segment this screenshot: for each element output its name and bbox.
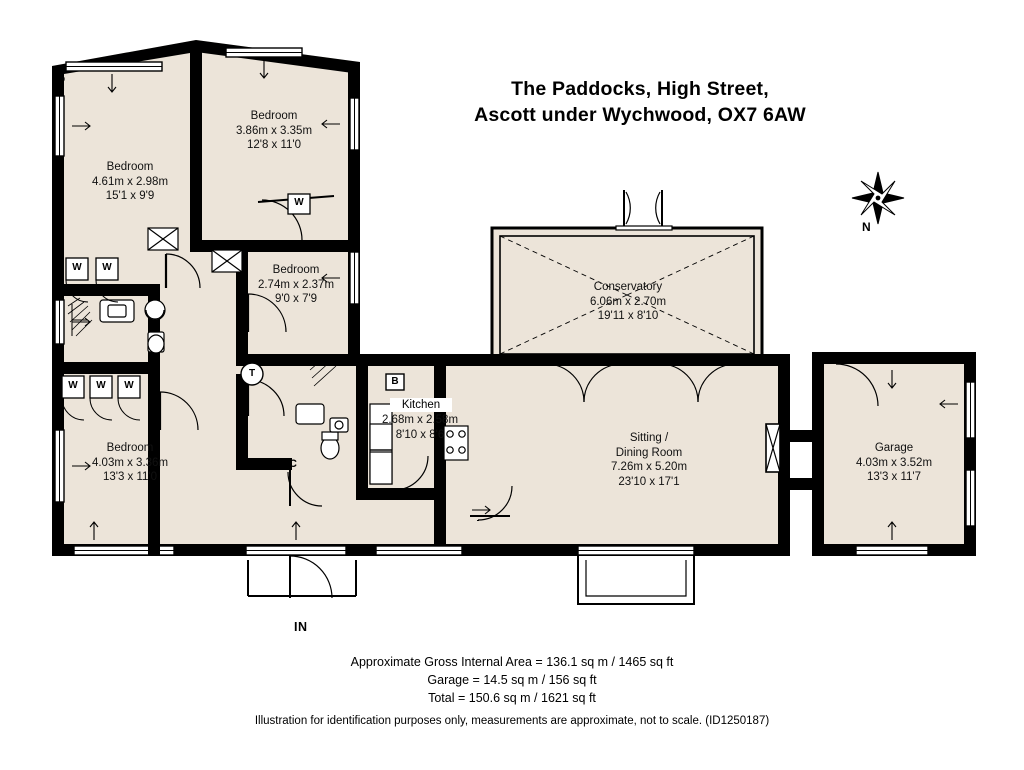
room-label-kitchen [364,413,476,442]
disclaimer: Illustration for identification purposes only, measurements are approximate, not to scale. (ID1250187) [254,715,770,727]
room-metric: 4.03m x 3.52m [855,456,933,469]
room-label-bedroom-4 [54,441,206,485]
title-line-2: Ascott under Wychwood, OX7 6AW [474,104,806,126]
room-name: Conservatory [593,281,663,293]
marker-wardrobe-1: W [72,262,82,273]
room-imperial: 8'10 x 8'6 [395,428,445,441]
room-label-kitchen-name: Kitchen [390,398,452,412]
room-metric: 4.03m x 3.36m [91,456,169,469]
area-summary-line-1: Approximate Gross Internal Area = 136.1 sq m / 1465 sq ft [350,655,674,669]
marker-wardrobe-3: W [68,380,78,391]
room-label-garage [818,441,970,485]
marker-wardrobe-5: W [124,380,134,391]
room-imperial: 13'3 x 11'7 [866,471,922,483]
marker-wardrobe-6: W [294,197,304,208]
room-name: Bedroom [106,442,154,454]
entrance-label: IN [294,620,308,634]
room-label-bedroom-3 [222,263,370,307]
page-title [360,76,920,128]
compass-north-label: N [862,220,871,234]
room-name: Sitting / [629,432,669,444]
room-label-sitting-dining [566,431,732,489]
area-summary-line-3: Total = 150.6 sq m / 1621 sq ft [428,691,596,705]
room-metric: 3.86m x 3.35m [235,124,313,137]
room-label-bedroom-1 [54,160,206,204]
marker-tank: T [248,368,256,379]
room-name: Bedroom [272,264,320,276]
room-imperial: 9'0 x 7'9 [274,293,318,305]
room-metric: 4.61m x 2.98m [91,175,169,188]
room-label-conservatory [552,280,704,324]
room-name: Garage [874,442,914,454]
room-metric: 6.06m x 2.70m [589,295,667,308]
room-imperial: 13'3 x 11'0 [102,471,158,483]
marker-wardrobe-2: W [102,262,112,273]
room-imperial: 15'1 x 9'9 [105,190,155,202]
marker-wardrobe-4: W [96,380,106,391]
room-imperial: 12'8 x 11'0 [246,139,302,151]
room-name: Bedroom [250,110,298,122]
title-line-1: The Paddocks, High Street, [511,78,769,100]
room-metric: 2.68m x 2.58m [381,414,459,426]
room-label-bedroom-2 [200,109,348,153]
room-imperial: 19'11 x 8'10 [597,310,659,322]
marker-cupboard: C [289,458,297,470]
compass-rose-icon [852,172,904,224]
room-imperial: 23'10 x 17'1 [618,475,680,488]
room-name: Bedroom [106,161,154,173]
room-metric: 2.74m x 2.37m [257,278,335,291]
room-name-2: Dining Room [615,446,683,459]
room-metric: 7.26m x 5.20m [610,461,688,473]
marker-boiler: B [391,376,399,387]
area-summary-line-2: Garage = 14.5 sq m / 156 sq ft [427,673,597,687]
